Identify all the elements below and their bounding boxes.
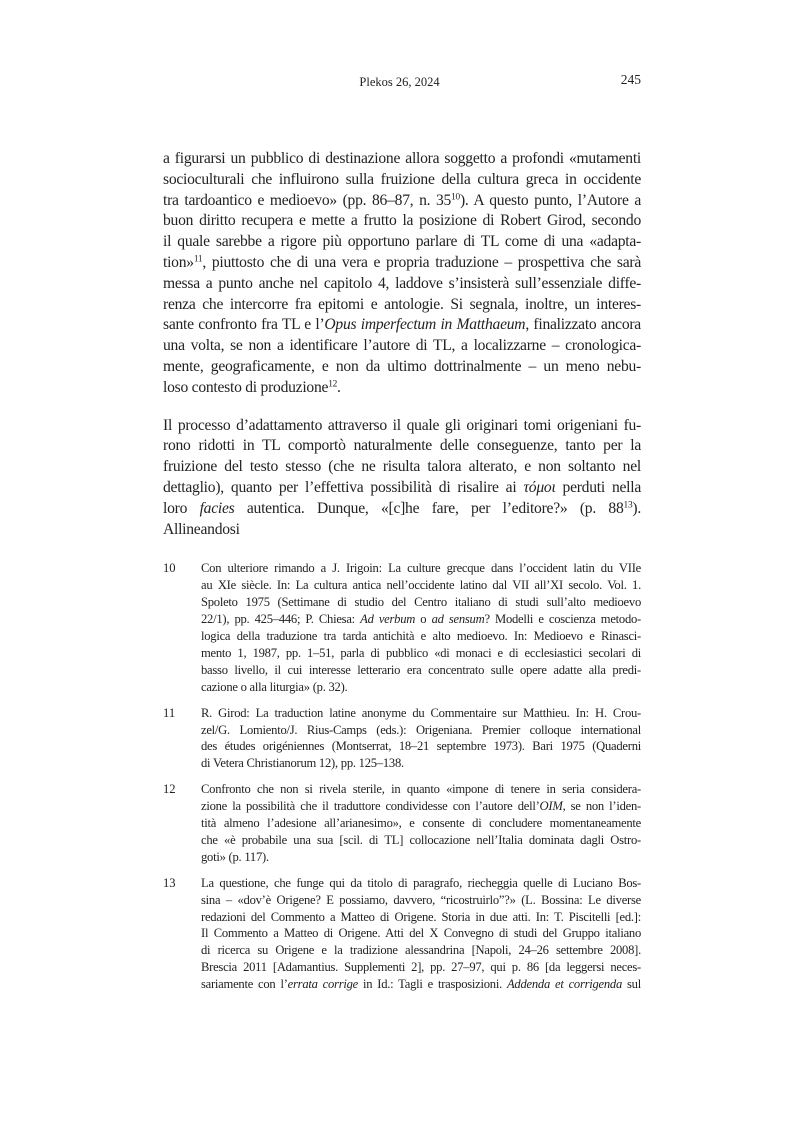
- text-line: [201, 959, 641, 976]
- text-run: , piuttosto che di una vera e propria traduzione – prospettiva che sarà: [202, 253, 641, 271]
- text-run: mente, geograficamente, e non da ultimo dottrinalmente – un meno nebu-: [163, 357, 641, 375]
- text-line: [201, 815, 641, 832]
- text-run: au XIe siècle. In: La cultura antica nell’occidente latino dal VII all’XI secolo. Vol. 1.: [201, 578, 641, 593]
- body-paragraph-2: [163, 416, 641, 541]
- text-line: [201, 705, 641, 722]
- text-run: Brescia 2011 [Adamantius. Supplementi 2], pp. 27–97, qui p. 86 [da leggersi neces-: [201, 960, 641, 975]
- text-run: cazione o alla liturgia» (p. 32).: [201, 679, 348, 694]
- text-run: che «è probabile una sua [scil. di TL] collocazione nell’Italia dominata dagli Ostro-: [201, 832, 641, 847]
- text-line: [163, 457, 641, 478]
- italic-text: Opus imperfectum in Matthaeum: [324, 316, 526, 334]
- text-run: basso livello, il cui interesse letterario era concentrato sulle opere adatte alla predi-: [201, 662, 641, 677]
- text-line: [201, 645, 641, 662]
- text-line: [201, 925, 641, 942]
- text-line: [163, 211, 641, 232]
- text-line: [201, 798, 641, 815]
- text-run: logica della traduzione tra tarda antichità e alto medioevo. In: Medioevo e Rinasci-: [201, 628, 641, 643]
- text-run: R. Girod: La traduction latine anonyme du Commentaire sur Matthieu. In: H. Crou-: [201, 705, 641, 720]
- text-run: tità almeno l’adesione all’arianesimo», e consente di concludere momentaneamente: [201, 816, 641, 831]
- text-line: [201, 611, 641, 628]
- text-run: .: [337, 378, 341, 396]
- text-line: [163, 499, 641, 541]
- text-line: [163, 336, 641, 357]
- text-run: il quale sarebbe a rigore più opportuno parlare di TL come di una «adapta-: [163, 233, 641, 251]
- text-line: [201, 942, 641, 959]
- text-run: loro: [163, 499, 200, 517]
- text-run: ? Modelli e coscienza metodo-: [484, 612, 642, 627]
- text-line: [201, 875, 641, 892]
- text-line: [163, 232, 641, 253]
- footnote-number: 11: [163, 705, 176, 720]
- footnote-text: [201, 875, 641, 993]
- text-run: Il Commento a Matteo di Origene. Atti del X Convegno di studi del Gruppo italiano: [201, 926, 641, 941]
- footnote-text: [201, 705, 641, 773]
- text-line: [201, 722, 641, 739]
- footnote-text: [201, 781, 641, 866]
- italic-text: Addenda et corrigenda: [506, 977, 623, 992]
- text-run: zel/G. Lomiento/J. Rius-Camps (eds.): Origeniana. Premier colloque international: [201, 722, 641, 737]
- running-title: Plekos 26, 2024: [359, 75, 440, 89]
- text-line: [201, 577, 641, 594]
- text-line: [201, 849, 641, 866]
- text-line: [163, 378, 641, 399]
- footnote-number: 13: [163, 875, 176, 890]
- body-paragraph-1: [163, 149, 641, 399]
- footnote-number: 12: [163, 782, 176, 797]
- text-run: tra tardoantico e medioevo» (pp. 86–87, n. 35: [163, 191, 452, 209]
- text-line: [163, 357, 641, 378]
- text-line: [201, 628, 641, 645]
- italic-text: ad sensum: [431, 612, 485, 627]
- text-run: , se non l’iden-: [562, 799, 641, 814]
- footnote-reference[interactable]: 13: [623, 500, 633, 511]
- text-run: sul: [622, 977, 641, 992]
- text-run: ). A questo punto, l’Autore a: [459, 191, 641, 209]
- footnote-reference[interactable]: 10: [451, 191, 460, 202]
- text-run: Spoleto 1975 (Settimane di studio del Centro italiano di studi sull’alto medioevo: [201, 595, 641, 610]
- italic-text: OIM: [539, 799, 563, 814]
- text-run: Confronto che non si rivela sterile, in quanto «impone di tenere in seria considera-: [201, 782, 641, 797]
- text-line: [163, 436, 641, 457]
- text-line: [163, 191, 641, 212]
- text-run: zione la possibilità che il traduttore condividesse con l’autore dell’: [201, 799, 540, 814]
- text-run: a figurarsi un pubblico di destinazione allora soggetto a profondi «mutamenti: [163, 150, 641, 167]
- footnote-reference[interactable]: 11: [193, 254, 203, 265]
- italic-text: Ad verbum: [360, 612, 416, 627]
- text-run: Con ulteriore rimando a J. Irigoin: La culture grecque dans l’occident latin du VIIe: [201, 561, 641, 576]
- text-line: [201, 976, 641, 993]
- text-run: 22/1), pp. 425–446; P. Chiesa:: [201, 612, 361, 627]
- text-line: [163, 149, 641, 170]
- page-number: 245: [620, 72, 641, 87]
- text-line: [201, 679, 641, 696]
- page-header: [0, 0, 799, 149]
- italic-text: errata corrige: [287, 977, 358, 992]
- footnote-13: [163, 875, 641, 993]
- text-run: sina – «dov’è Origene? E possiamo, davvero, “ricostruirlo”?» (L. Bossina: Le diverse: [201, 892, 641, 907]
- text-line: [201, 594, 641, 611]
- text-line: [201, 560, 641, 577]
- text-run: in Id.: Tagli e trasposizioni.: [357, 977, 507, 992]
- text-run: , finalizzato ancora: [525, 316, 641, 334]
- text-run: des études origéniennes (Montserrat, 18–21 septembre 1973). Bari 1975 (Quaderni: [201, 739, 641, 754]
- text-run: goti» (p. 117).: [201, 849, 269, 864]
- text-run: redazioni del Commento a Matteo di Origene. Storia in due atti. In: T. Piscitelli [ed.]:: [201, 909, 641, 924]
- italic-text: τόμοι: [523, 478, 556, 496]
- text-run: o: [415, 612, 432, 627]
- text-line: [201, 755, 641, 772]
- text-run: perduti nella: [555, 478, 641, 496]
- footnote-10: [163, 560, 641, 695]
- text-line: [163, 170, 641, 191]
- footnote-12: [163, 781, 641, 866]
- text-line: [163, 295, 641, 316]
- text-line: [201, 909, 641, 926]
- footnote-number: 10: [163, 561, 176, 576]
- text-run: sariamente con l’: [201, 977, 288, 992]
- text-line: [163, 253, 641, 274]
- italic-text: facies: [199, 499, 235, 517]
- text-run: Il processo d’adattamento attraverso il quale gli originari tomi origeniani fu-: [163, 416, 641, 434]
- text-run: di ricerca su Origene e la tradizione alessandrina [Napoli, 24–26 settembre 2008].: [201, 943, 641, 958]
- text-run: fruizione del testo stesso (che ne risulta talora alterato, e non soltanto nel: [163, 458, 641, 476]
- text-line: [201, 892, 641, 909]
- text-run: di Vetera Christianorum 12), pp. 125–138.: [201, 756, 404, 771]
- text-run: La questione, che funge qui da titolo di paragrafo, riecheggia quelle di Luciano Bos-: [201, 875, 641, 890]
- text-run: tion»: [163, 253, 194, 271]
- text-run: ). Allineandosi: [163, 499, 641, 538]
- text-run: sante confronto fra TL e l’: [163, 316, 325, 334]
- text-run: socioculturali che influirono sulla fruizione della cultura greca in occidente: [163, 170, 641, 188]
- text-run: buon diritto recupera e mette a frutto la posizione di Robert Girod, secondo: [163, 212, 641, 230]
- text-line: [163, 416, 641, 437]
- text-run: mento 1, 1987, pp. 1–51, parla di pubblico «di monaci e di ecclesiastici secolari di: [201, 645, 641, 660]
- text-line: [201, 781, 641, 798]
- footnote-reference[interactable]: 12: [328, 379, 338, 390]
- text-line: [163, 274, 641, 295]
- text-run: loso contesto di produzione: [163, 378, 329, 396]
- text-run: autentica. Dunque, «[c]he fare, per l’editore?» (p. 88: [234, 499, 624, 517]
- text-line: [163, 315, 641, 336]
- text-line: [201, 662, 641, 679]
- text-line: [163, 478, 641, 499]
- text-run: dettaglio), quanto per l’effettiva possibilità di risalire ai: [163, 478, 524, 496]
- text-run: messa a punto anche nel capitolo 4, laddove s’insisterà sull’essenziale diffe-: [163, 274, 641, 292]
- text-line: [201, 738, 641, 755]
- text-line: [201, 832, 641, 849]
- footnote-text: [201, 560, 641, 695]
- footnote-11: [163, 705, 641, 773]
- footnotes: [163, 560, 641, 993]
- page-content: [163, 149, 641, 993]
- text-run: rono ridotti in TL comportò naturalmente delle conseguenze, tanto per la: [163, 437, 641, 455]
- text-run: renza che intercorre fra epitomi e antologie. Si segnala, inoltre, un interes-: [163, 295, 641, 313]
- text-run: una volta, se non a identificare l’autore di TL, a localizzarne – cronologica-: [163, 337, 641, 355]
